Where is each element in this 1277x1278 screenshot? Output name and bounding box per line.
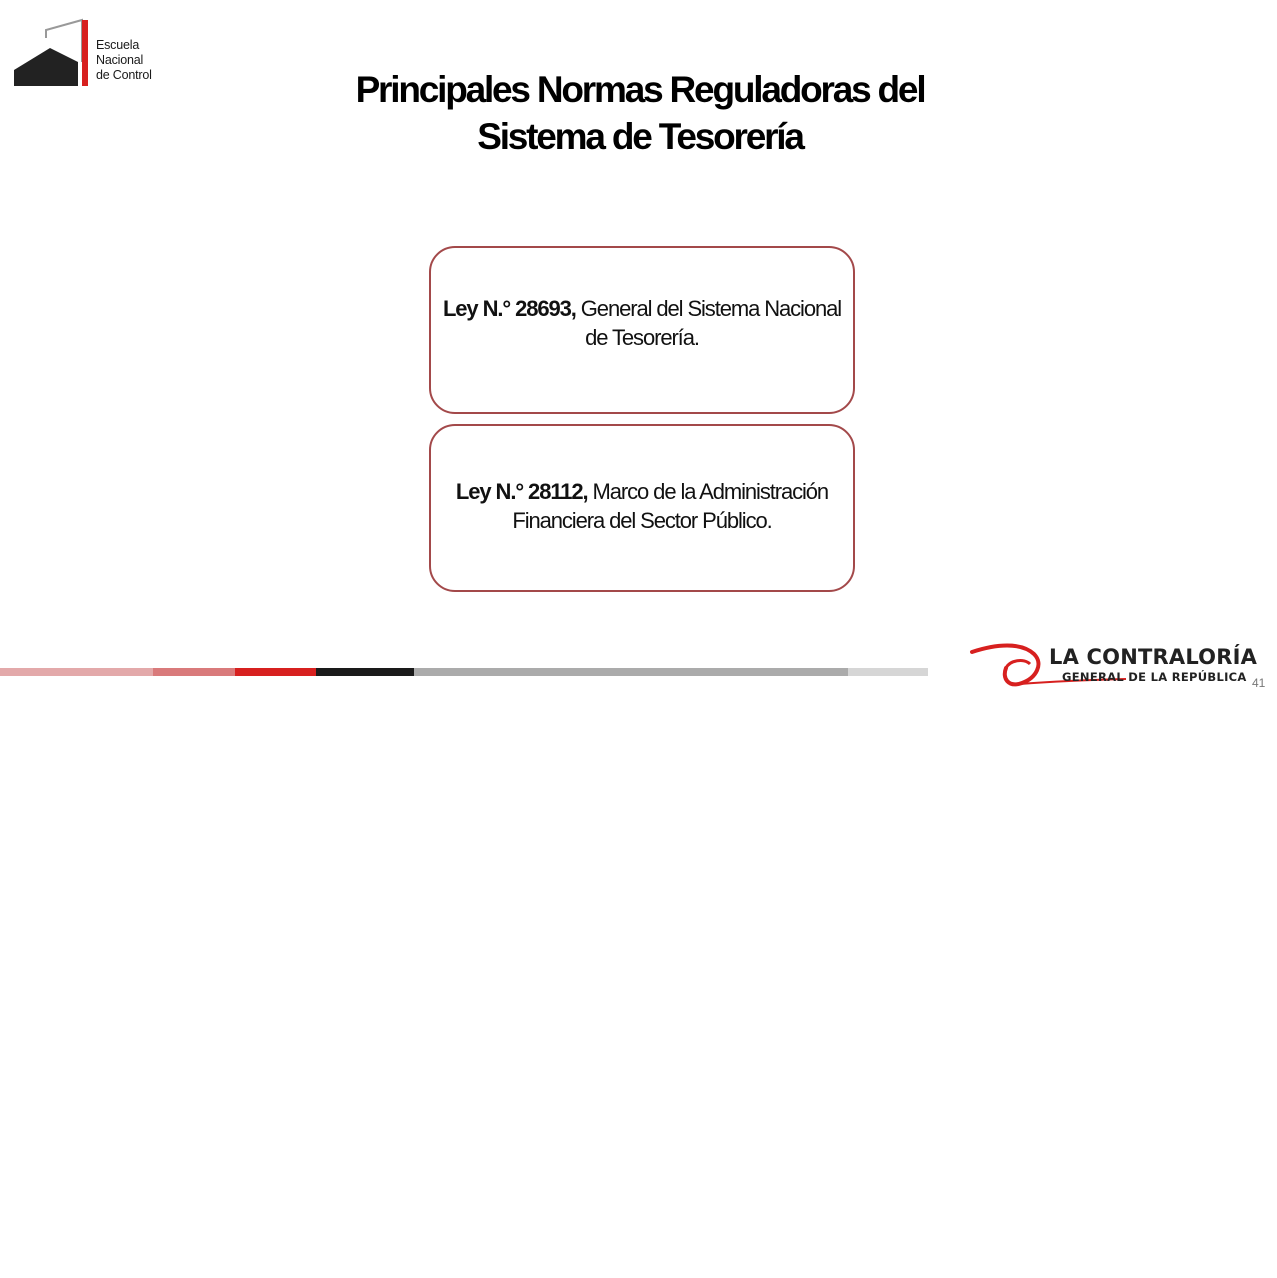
building-icon <box>12 18 92 90</box>
escuela-nacional-text <box>96 38 152 83</box>
norm-description: General del Sistema Nacional de Tesorería. <box>575 296 842 350</box>
norm-box-ley-28693 <box>429 246 855 414</box>
stripe-segment-2 <box>153 668 235 676</box>
stripe-segment-6 <box>848 668 928 676</box>
norm-box-ley-28112 <box>429 424 855 592</box>
title-line-2: Sistema de Tesorería <box>477 116 803 157</box>
norm-text <box>441 477 843 535</box>
slide-title <box>240 66 1040 160</box>
norm-description: Marco de la Administración Financiera del Sector Público. <box>512 479 829 533</box>
title-line-1: Principales Normas Reguladoras del <box>355 69 925 110</box>
stripe-segment-5 <box>414 668 848 676</box>
page-number: 41 <box>1252 676 1266 690</box>
norm-law-number: Ley N.° 28693, <box>442 296 576 321</box>
escuela-nacional-logo <box>12 18 172 90</box>
stripe-segment-1 <box>0 668 153 676</box>
logo-line-1: Escuela <box>96 38 140 52</box>
stripe-segment-3 <box>235 668 316 676</box>
logo-line-2: Nacional <box>96 53 144 67</box>
logo-line-3: de Control <box>96 68 152 82</box>
norm-law-number: Ley N.° 28112, <box>455 479 588 504</box>
norm-text <box>441 294 843 352</box>
contraloria-brand-line-2: GENERAL DE LA REPÚBLICA <box>1062 670 1247 684</box>
stripe-segment-4 <box>316 668 414 676</box>
contraloria-brand-line-1: LA CONTRALORÍA <box>1049 645 1258 669</box>
